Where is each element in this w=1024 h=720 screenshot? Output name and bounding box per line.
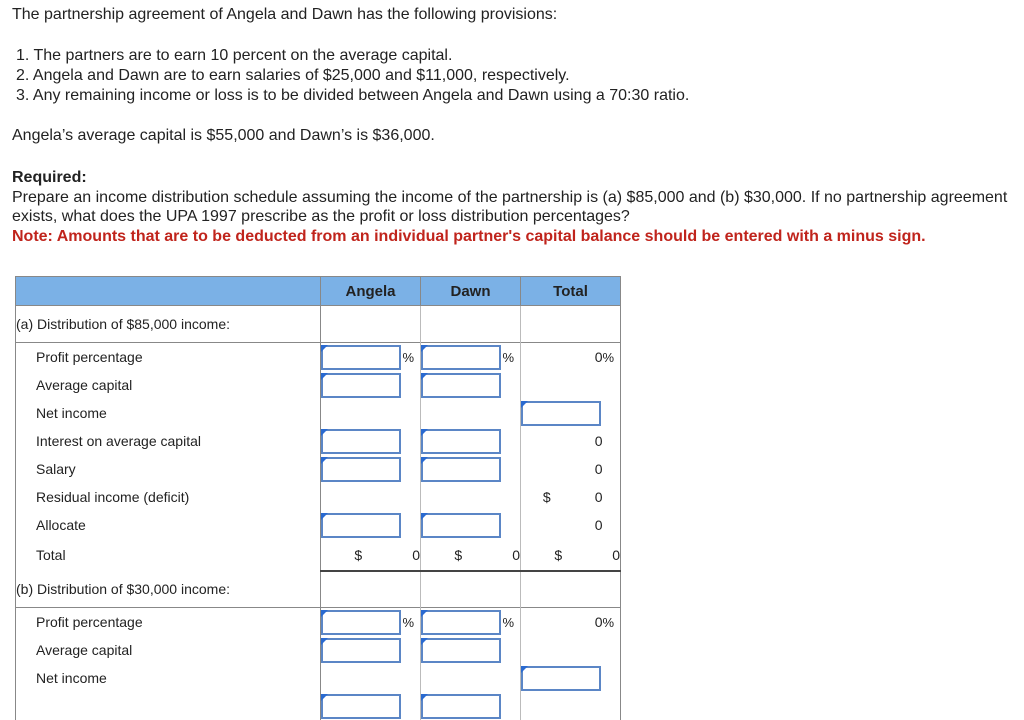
row-label: Allocate xyxy=(16,511,321,539)
provision-2: 2. Angela and Dawn are to earn salaries of $25,000 and $11,000, respectively. xyxy=(16,67,570,84)
angela-profit-pct-input-b[interactable] xyxy=(321,610,401,635)
pct-sign: % xyxy=(403,608,421,637)
angela-next-input-b[interactable] xyxy=(321,694,401,719)
row-label: Total xyxy=(16,539,321,571)
zero-value: 0 xyxy=(412,546,420,563)
header-blank xyxy=(16,277,321,306)
row-label: Average capital xyxy=(16,371,321,399)
angela-interest-input-a[interactable] xyxy=(321,429,401,454)
row-label: Profit percentage xyxy=(16,343,321,372)
section-a-label: (a) Distribution of $85,000 income: xyxy=(16,306,321,343)
required-title: Required: xyxy=(12,169,87,186)
dawn-next-input-b[interactable] xyxy=(421,694,501,719)
dawn-avg-capital-input-a[interactable] xyxy=(421,373,501,398)
angela-total xyxy=(321,539,421,571)
row-label: Profit percentage xyxy=(16,608,321,637)
dawn-interest-input-a[interactable] xyxy=(421,429,501,454)
total-allocate: 0 xyxy=(521,511,603,539)
pct-sign: % xyxy=(503,343,521,372)
dawn-profit-pct-input-a[interactable] xyxy=(421,345,501,370)
section-b-label: (b) Distribution of $30,000 income: xyxy=(16,571,321,608)
total-residual xyxy=(521,483,603,511)
dawn-total xyxy=(421,539,521,571)
angela-profit-pct-input-a[interactable] xyxy=(321,345,401,370)
grand-total xyxy=(521,539,621,571)
note-text: Note: Amounts that are to be deducted from an individual partner's capital balance should be entered with a minus sign. xyxy=(12,227,926,245)
intro-text: The partnership agreement of Angela and Dawn has the following provisions: xyxy=(12,6,558,23)
row-label: Interest on average capital xyxy=(16,427,321,455)
net-income-input-a[interactable] xyxy=(521,401,601,426)
net-income-input-b[interactable] xyxy=(521,666,601,691)
total-salary: 0 xyxy=(521,455,603,483)
dawn-allocate-input-a[interactable] xyxy=(421,513,501,538)
total-profit-pct-b: 0 xyxy=(521,608,603,637)
zero-value: 0 xyxy=(594,489,603,505)
dollar-sign: $ xyxy=(554,546,563,563)
header-total: Total xyxy=(521,277,621,306)
required-block xyxy=(12,168,1016,246)
provision-3: 3. Any remaining income or loss is to be divided between Angela and Dawn using a 70:30 ratio. xyxy=(16,87,690,104)
required-text: Prepare an income distribution schedule assuming the income of the partnership is (a) $85,000 and (b) $30,000. If no partnership agreement exists, what does the UPA 1997 prescribe as the profit or loss distribution percentages? xyxy=(12,188,1008,225)
header-angela: Angela xyxy=(321,277,421,306)
row-label: Net income xyxy=(16,664,321,692)
distribution-schedule xyxy=(15,276,621,720)
row-label xyxy=(16,692,321,720)
angela-avg-capital-input-a[interactable] xyxy=(321,373,401,398)
row-label: Net income xyxy=(16,399,321,427)
pct-sign: % xyxy=(403,343,421,372)
zero-value: 0 xyxy=(512,546,520,563)
total-profit-pct: 0 xyxy=(521,343,603,372)
row-label: Salary xyxy=(16,455,321,483)
dawn-avg-capital-input-b[interactable] xyxy=(421,638,501,663)
dawn-salary-input-a[interactable] xyxy=(421,457,501,482)
pct-sign: % xyxy=(603,343,621,372)
dollar-sign: $ xyxy=(454,546,463,563)
row-label: Average capital xyxy=(16,636,321,664)
row-label: Residual income (deficit) xyxy=(16,483,321,511)
total-interest: 0 xyxy=(521,427,603,455)
provision-1: 1. The partners are to earn 10 percent on the average capital. xyxy=(16,47,453,64)
angela-allocate-input-a[interactable] xyxy=(321,513,401,538)
header-dawn: Dawn xyxy=(421,277,521,306)
angela-avg-capital-input-b[interactable] xyxy=(321,638,401,663)
zero-value: 0 xyxy=(612,546,620,563)
dawn-profit-pct-input-b[interactable] xyxy=(421,610,501,635)
dollar-sign: $ xyxy=(542,489,551,505)
angela-salary-input-a[interactable] xyxy=(321,457,401,482)
dollar-sign: $ xyxy=(354,546,363,563)
pct-sign: % xyxy=(503,608,521,637)
capital-text: Angela’s average capital is $55,000 and Dawn’s is $36,000. xyxy=(12,127,435,144)
pct-sign: % xyxy=(603,608,621,637)
